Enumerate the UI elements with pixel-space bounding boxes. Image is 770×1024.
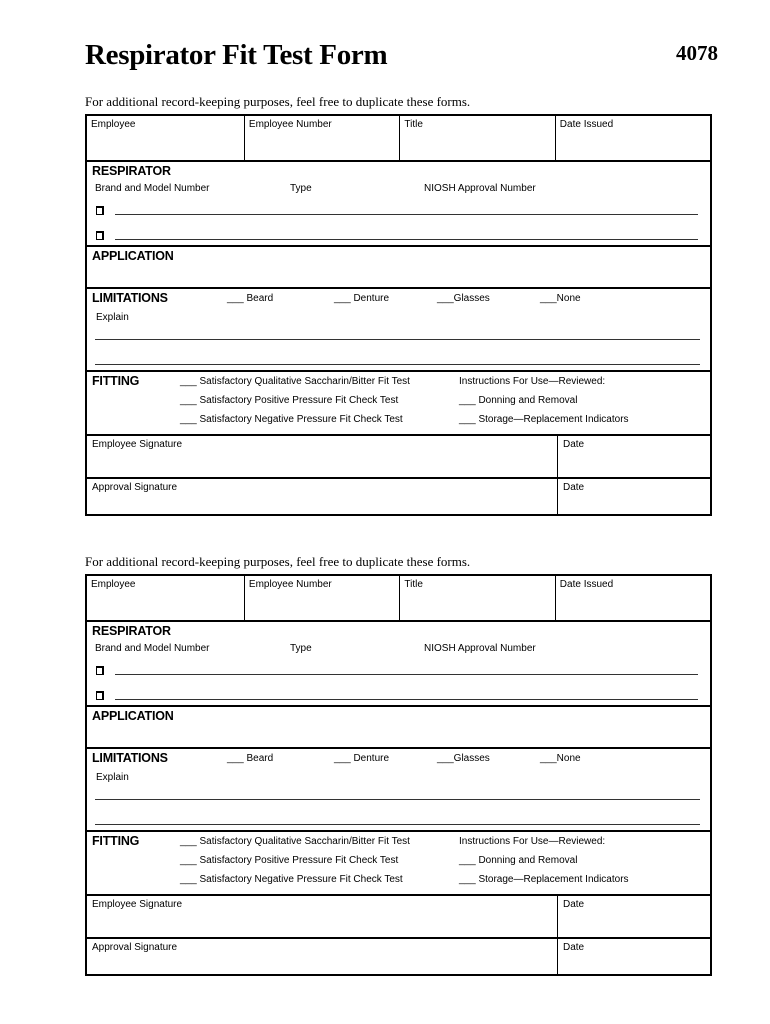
employee-cell[interactable] — [87, 576, 245, 620]
explain-write-line-2[interactable] — [95, 824, 700, 825]
explain-write-line-1[interactable] — [95, 799, 700, 800]
limitations-section-title: LIMITATIONS — [92, 291, 168, 305]
fitting-section-title: FITTING — [92, 834, 140, 848]
respirator-write-line-1[interactable] — [115, 664, 698, 675]
approval-signature-cell[interactable] — [87, 479, 558, 514]
respirator-entry-row-1 — [96, 665, 698, 675]
instruction-storage-replacement[interactable]: ___ Storage—Replacement Indicators — [459, 414, 629, 425]
respirator-checkbox-2[interactable] — [96, 691, 104, 700]
niosh-approval-label: NIOSH Approval Number — [424, 643, 536, 654]
fitting-test-positive-pressure[interactable]: ___ Satisfactory Positive Pressure Fit Check Test — [180, 855, 399, 866]
limitation-option-beard[interactable]: ___ Beard — [227, 293, 274, 304]
employee-signature-cell[interactable] — [87, 436, 558, 477]
fitting-test-positive-pressure[interactable]: ___ Satisfactory Positive Pressure Fit Check Test — [180, 395, 399, 406]
explain-label: Explain — [96, 312, 129, 323]
instruction-storage-replacement[interactable]: ___ Storage—Replacement Indicators — [459, 874, 629, 885]
approval-signature-date-label: Date — [563, 482, 585, 493]
approval-signature-label: Approval Signature — [92, 482, 178, 493]
employee-signature-date-cell[interactable] — [558, 436, 710, 477]
instruction-donning-removal[interactable]: ___ Donning and Removal — [459, 395, 578, 406]
application-section[interactable] — [87, 245, 710, 287]
approval-signature-row — [87, 477, 710, 514]
date-issued-label: Date Issued — [559, 119, 614, 130]
fitting-row-3 — [180, 414, 706, 425]
instructions-for-use-label: Instructions For Use—Reviewed: — [459, 376, 606, 387]
title-label: Title — [404, 579, 423, 590]
fitting-section-title: FITTING — [92, 374, 140, 388]
fitting-row-1 — [180, 836, 706, 847]
limitation-option-none[interactable]: ___None — [540, 753, 581, 764]
limitations-section — [87, 287, 710, 370]
limitation-option-glasses[interactable]: ___Glasses — [437, 753, 490, 764]
respirator-section-title: RESPIRATOR — [92, 624, 171, 638]
fitting-row-2 — [180, 855, 706, 866]
fitting-test-negative-pressure[interactable]: ___ Satisfactory Negative Pressure Fit Check Test — [180, 874, 403, 885]
identity-row — [87, 576, 710, 620]
employee-signature-row — [87, 894, 710, 937]
fitting-test-negative-pressure[interactable]: ___ Satisfactory Negative Pressure Fit Check Test — [180, 414, 403, 425]
respirator-entry-row-1 — [96, 205, 698, 215]
respirator-write-line-2[interactable] — [115, 229, 698, 240]
limitation-option-none[interactable]: ___None — [540, 293, 581, 304]
fitting-test-qualitative[interactable]: ___ Satisfactory Qualitative Saccharin/Bitter Fit Test — [180, 836, 410, 847]
date-issued-cell[interactable] — [556, 576, 710, 620]
title-cell[interactable] — [400, 576, 555, 620]
fitting-row-1 — [180, 376, 706, 387]
employee-signature-cell[interactable] — [87, 896, 558, 937]
brand-model-label: Brand and Model Number — [95, 643, 210, 654]
limitation-option-denture[interactable]: ___ Denture — [334, 293, 390, 304]
limitation-option-denture[interactable]: ___ Denture — [334, 753, 390, 764]
page-title: Respirator Fit Test Form — [85, 39, 388, 71]
approval-signature-date-cell[interactable] — [558, 939, 710, 974]
respirator-entry-row-2 — [96, 690, 698, 700]
duplicate-note: For additional record-keeping purposes, feel free to duplicate these forms. — [85, 554, 471, 569]
respirator-checkbox-1[interactable] — [96, 666, 104, 675]
niosh-approval-label: NIOSH Approval Number — [424, 183, 536, 194]
identity-row — [87, 116, 710, 160]
application-section-title: APPLICATION — [92, 709, 174, 723]
approval-signature-cell[interactable] — [87, 939, 558, 974]
employee-cell[interactable] — [87, 116, 245, 160]
approval-signature-row — [87, 937, 710, 974]
instructions-for-use-label: Instructions For Use—Reviewed: — [459, 836, 606, 847]
respirator-checkbox-2[interactable] — [96, 231, 104, 240]
employee-signature-label: Employee Signature — [92, 439, 183, 450]
application-section[interactable] — [87, 705, 710, 747]
limitation-option-beard[interactable]: ___ Beard — [227, 753, 274, 764]
limitations-section-title: LIMITATIONS — [92, 751, 168, 765]
fitting-row-2 — [180, 395, 706, 406]
explain-write-line-2[interactable] — [95, 364, 700, 365]
fit-test-form-table — [85, 574, 712, 976]
employee-signature-date-cell[interactable] — [558, 896, 710, 937]
employee-signature-date-label: Date — [563, 899, 585, 910]
application-section-title: APPLICATION — [92, 249, 174, 263]
explain-label: Explain — [96, 772, 129, 783]
respirator-section — [87, 620, 710, 705]
instruction-donning-removal[interactable]: ___ Donning and Removal — [459, 855, 578, 866]
brand-model-label: Brand and Model Number — [95, 183, 210, 194]
limitations-section — [87, 747, 710, 830]
fitting-row-3 — [180, 874, 706, 885]
explain-write-line-1[interactable] — [95, 339, 700, 340]
employee-number-cell[interactable] — [245, 116, 400, 160]
employee-signature-row — [87, 434, 710, 477]
limitation-option-glasses[interactable]: ___Glasses — [437, 293, 490, 304]
approval-signature-label: Approval Signature — [92, 942, 178, 953]
employee-signature-label: Employee Signature — [92, 899, 183, 910]
respirator-write-line-1[interactable] — [115, 204, 698, 215]
form-copy-2 — [85, 554, 712, 976]
fitting-test-qualitative[interactable]: ___ Satisfactory Qualitative Saccharin/Bitter Fit Test — [180, 376, 410, 387]
respirator-entry-row-2 — [96, 230, 698, 240]
fitting-section — [87, 370, 710, 434]
employee-number-label: Employee Number — [248, 119, 332, 130]
respirator-checkbox-1[interactable] — [96, 206, 104, 215]
form-copy-1 — [85, 94, 712, 516]
fitting-section — [87, 830, 710, 894]
employee-number-cell[interactable] — [245, 576, 400, 620]
respirator-section — [87, 160, 710, 245]
title-label: Title — [404, 119, 423, 130]
respirator-section-title: RESPIRATOR — [92, 164, 171, 178]
date-issued-cell[interactable] — [556, 116, 710, 160]
employee-label: Employee — [91, 579, 136, 590]
page-header — [85, 40, 718, 70]
date-issued-label: Date Issued — [559, 579, 614, 590]
duplicate-note: For additional record-keeping purposes, feel free to duplicate these forms. — [85, 94, 471, 109]
fit-test-form-table — [85, 114, 712, 516]
employee-label: Employee — [91, 119, 136, 130]
employee-signature-date-label: Date — [563, 439, 585, 450]
respirator-write-line-2[interactable] — [115, 689, 698, 700]
employee-number-label: Employee Number — [248, 579, 332, 590]
approval-signature-date-cell[interactable] — [558, 479, 710, 514]
approval-signature-date-label: Date — [563, 942, 585, 953]
form-number: 4078 — [676, 41, 718, 65]
type-label: Type — [290, 183, 312, 194]
title-cell[interactable] — [400, 116, 555, 160]
type-label: Type — [290, 643, 312, 654]
